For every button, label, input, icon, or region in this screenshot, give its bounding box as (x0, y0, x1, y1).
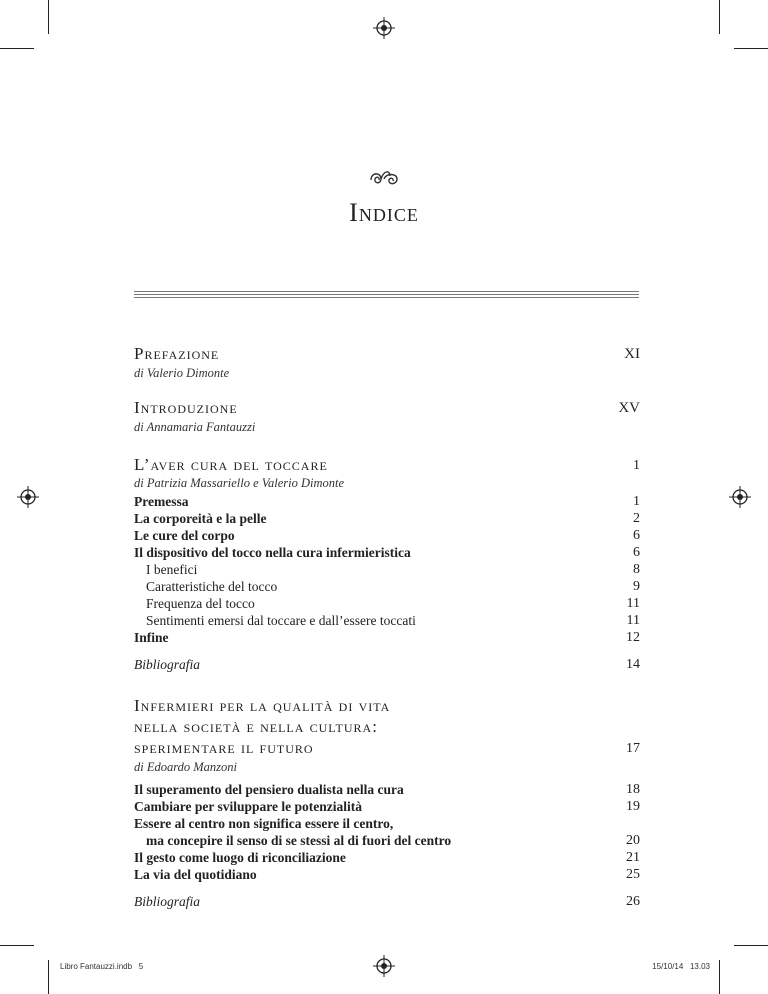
toc-subentry: I benefici (146, 562, 198, 577)
crop-mark (48, 0, 49, 34)
toc-page: 11 (626, 596, 640, 611)
chapter-page: 17 (626, 741, 640, 756)
toc-page: 9 (633, 579, 640, 594)
toc-entry: Premessa (134, 494, 189, 509)
toc-page: 19 (626, 799, 640, 814)
toc-entry: Cambiare per sviluppare le potenzialità (134, 799, 362, 814)
toc-page: 1 (633, 494, 640, 509)
bibliography-entry: Bibliografia (134, 894, 201, 909)
divider (134, 297, 639, 298)
divider (134, 291, 639, 292)
crop-mark (719, 0, 720, 34)
toc-entry: Essere al centro non significa essere il centro, (134, 816, 394, 831)
toc-subentry: Frequenza del tocco (146, 596, 255, 611)
crop-mark (0, 48, 34, 49)
crop-mark (734, 48, 768, 49)
toc-page: 20 (626, 833, 640, 848)
toc-page: 6 (633, 528, 640, 543)
toc-entry: ma concepire il senso di se stessi al di fuori del centro (146, 833, 452, 848)
chapter-title: L’aver cura del toccare (134, 455, 328, 474)
bibliography-page: 14 (626, 657, 640, 672)
toc-page: 11 (626, 613, 640, 628)
chapter-title: nella società e nella cultura: (134, 717, 378, 736)
crop-mark (719, 960, 720, 994)
page-title-text: Indice (349, 198, 419, 227)
toc-page: 18 (626, 782, 640, 797)
ornament-icon (368, 168, 400, 188)
crop-mark (734, 945, 768, 946)
bibliography-page: 26 (626, 894, 640, 909)
divider (134, 294, 639, 295)
chapter-author: di Edoardo Manzoni (134, 760, 238, 774)
registration-mark-icon (17, 486, 39, 508)
toc-entry: Infine (134, 630, 169, 645)
registration-mark-icon (729, 486, 751, 508)
chapter-title: sperimentare il futuro (134, 738, 314, 757)
toc-entry: Le cure del corpo (134, 528, 235, 543)
toc-page: 8 (633, 562, 640, 577)
toc-page: 12 (626, 630, 640, 645)
footer-timestamp: 15/10/14 13.03 (652, 962, 710, 971)
toc-page: 6 (633, 545, 640, 560)
toc-entry: La corporeità e la pelle (134, 511, 267, 526)
toc-entry: Il gesto come luogo di riconciliazione (134, 850, 346, 865)
toc-entry: Il dispositivo del tocco nella cura infermieristica (134, 545, 411, 560)
toc-page: 25 (626, 867, 640, 882)
toc-entry: Il superamento del pensiero dualista nella cura (134, 782, 404, 797)
page-title (0, 198, 768, 228)
registration-mark-icon (373, 17, 395, 39)
footer-filename: Libro Fantauzzi.indb 5 (60, 962, 144, 971)
chapter-title: Infermieri per la qualità di vita (134, 696, 391, 715)
toc-subentry: Sentimenti emersi dal toccare e dall’essere toccati (146, 613, 416, 628)
section-page: XV (618, 400, 640, 416)
section-author: di Valerio Dimonte (134, 366, 230, 380)
chapter-author: di Patrizia Massariello e Valerio Dimonte (134, 476, 345, 490)
section-title: Prefazione (134, 344, 220, 363)
chapter-page: 1 (633, 458, 640, 473)
bibliography-entry: Bibliografia (134, 657, 201, 672)
toc-subentry: Caratteristiche del tocco (146, 579, 278, 594)
toc-page: 21 (626, 850, 640, 865)
section-title: Introduzione (134, 398, 238, 417)
crop-mark (0, 945, 34, 946)
toc-page: 2 (633, 511, 640, 526)
toc-entry: La via del quotidiano (134, 867, 257, 882)
crop-mark (48, 960, 49, 994)
section-page: XI (624, 346, 640, 362)
registration-mark-icon (373, 955, 395, 977)
section-author: di Annamaria Fantauzzi (134, 420, 256, 434)
